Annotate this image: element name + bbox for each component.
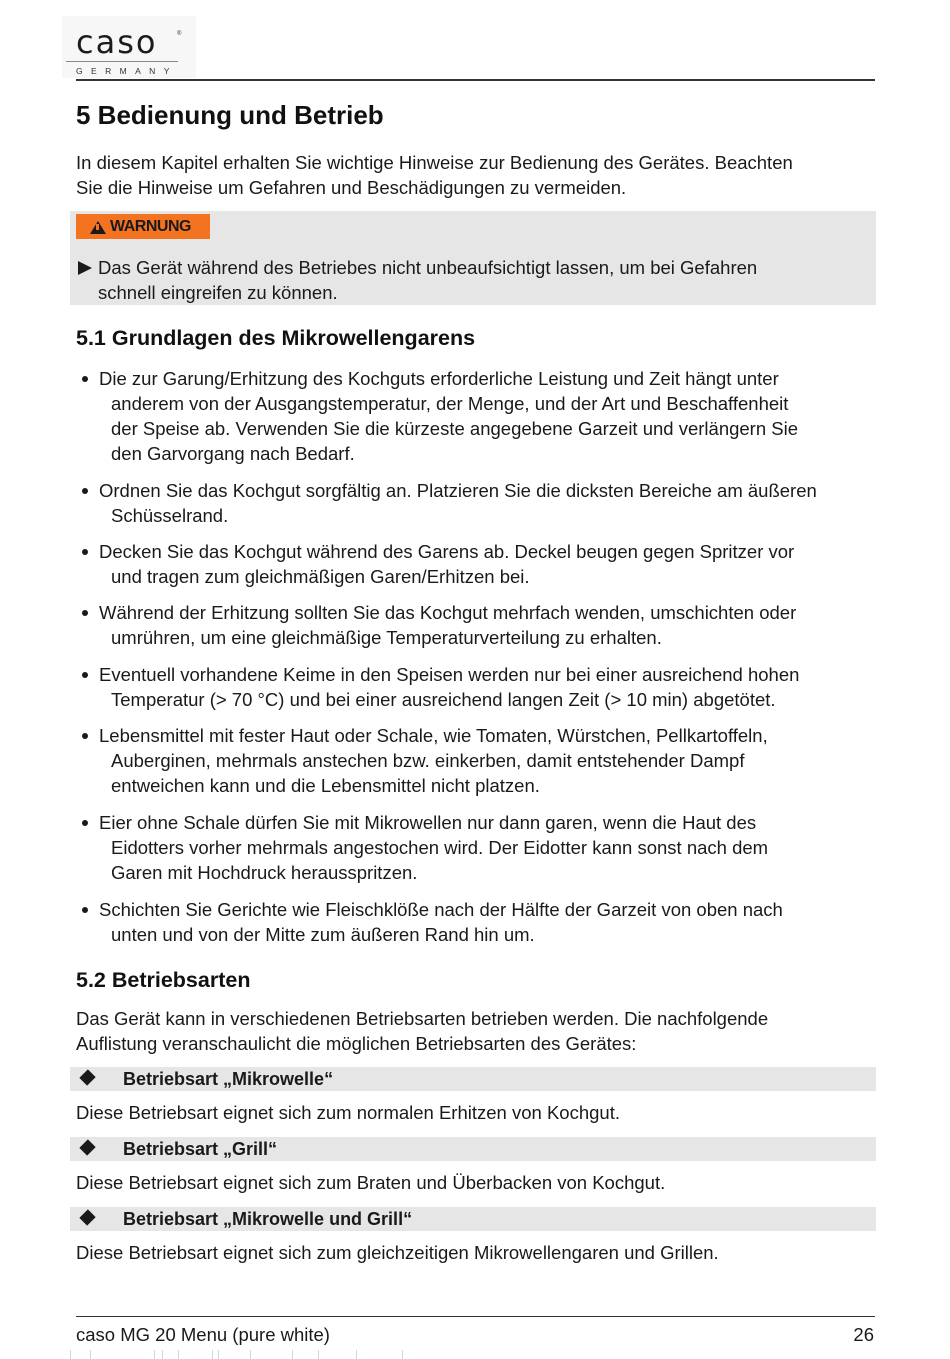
mode-description: Diese Betriebsart eignet sich zum gleichzeitigen Mikrowellengaren und Grillen. (76, 1242, 719, 1263)
list-item-line: unten und von der Mitte zum äußeren Rand hin um. (111, 924, 535, 945)
scan-artifact (70, 1350, 410, 1359)
chapter-intro-line-2: Sie die Hinweise um Gefahren und Beschädigungen zu vermeiden. (76, 177, 627, 198)
warning-text-line-1: Das Gerät während des Betriebes nicht unbeaufsichtigt lassen, um bei Gefahren (98, 257, 758, 278)
caso-logo (62, 16, 196, 78)
list-item-line: Garen mit Hochdruck herausspritzen. (111, 862, 418, 883)
bullet-icon (82, 820, 88, 826)
list-item-line: entweichen kann und die Lebensmittel nicht platzen. (111, 775, 540, 796)
list-item-line: Eventuell vorhandene Keime in den Speisen werden nur bei einer ausreichend hohen (99, 664, 800, 685)
list-item-line: und tragen zum gleichmäßigen Garen/Erhitzen bei. (111, 566, 530, 587)
warning-exclamation-mark (96, 224, 99, 230)
list-item-line: Ordnen Sie das Kochgut sorgfältig an. Platzieren Sie die dicksten Bereiche am äußeren (99, 480, 817, 501)
warning-text-line-2: schnell eingreifen zu können. (98, 282, 338, 303)
section-5-2-intro-line-1: Das Gerät kann in verschiedenen Betriebsarten betrieben werden. Die nachfolgende (76, 1008, 769, 1029)
bullet-icon (82, 549, 88, 555)
mode-heading-grill (70, 1137, 876, 1161)
chapter-title: 5 Bedienung und Betrieb (76, 100, 384, 130)
list-item-line: Temperatur (> 70 °C) und bei einer ausreichend langen Zeit (> 10 min) abgetötet. (111, 689, 776, 710)
section-5-2-title: 5.2 Betriebsarten (76, 968, 251, 992)
footer-document-title: caso MG 20 Menu (pure white) (76, 1324, 330, 1345)
mode-label: Betriebsart „Mikrowelle und Grill“ (123, 1209, 413, 1229)
bullet-icon (82, 610, 88, 616)
mode-label: Betriebsart „Mikrowelle“ (123, 1069, 334, 1089)
mode-heading-mikrowelle (70, 1067, 876, 1091)
section-5-2-intro-line-2: Auflistung veranschaulicht die möglichen Betriebsarten des Gerätes: (76, 1033, 637, 1054)
list-item-line: umrühren, um eine gleichmäßige Temperaturverteilung zu erhalten. (111, 627, 662, 648)
list-item-line: Eier ohne Schale dürfen Sie mit Mikrowellen nur dann garen, wenn die Haut des (99, 812, 757, 833)
mode-heading-mikrowelle-und-grill (70, 1207, 876, 1231)
logo-wordmark: caso (76, 23, 158, 61)
logo-subtitle: GERMANY (76, 66, 178, 76)
logo-underline (66, 61, 178, 62)
bullet-icon (82, 907, 88, 913)
chapter-intro-line-1: In diesem Kapitel erhalten Sie wichtige Hinweise zur Bedienung des Gerätes. Beachten (76, 152, 793, 173)
list-item-line: anderem von der Ausgangstemperatur, der Menge, und der Art und Beschaffenheit (111, 393, 789, 414)
bullet-icon (82, 672, 88, 678)
list-item-line: Decken Sie das Kochgut während des Garens ab. Deckel beugen gegen Spritzer vor (99, 541, 795, 562)
list-item-line: Die zur Garung/Erhitzung des Kochguts erforderliche Leistung und Zeit hängt unter (99, 368, 779, 389)
list-item-line: Schüsselrand. (111, 505, 229, 526)
header-divider (76, 79, 875, 81)
list-item-line: Auberginen, mehrmals anstechen bzw. einkerben, damit entstehender Dampf (111, 750, 745, 771)
bullet-icon (82, 376, 88, 382)
bullet-icon (82, 488, 88, 494)
warning-box (70, 211, 876, 305)
bullet-icon (82, 733, 88, 739)
diamond-bullet-icon (79, 1139, 95, 1155)
list-item-line: Während der Erhitzung sollten Sie das Kochgut mehrfach wenden, umschichten oder (99, 602, 797, 623)
page-number: 26 (853, 1324, 874, 1345)
list-item-line: Lebensmittel mit fester Haut oder Schale, wie Tomaten, Würstchen, Pellkartoffeln, (99, 725, 768, 746)
arrow-right-icon (78, 261, 92, 275)
diamond-bullet-icon (79, 1069, 95, 1085)
warning-label: WARNUNG (110, 218, 191, 235)
mode-description: Diese Betriebsart eignet sich zum normalen Erhitzen von Kochgut. (76, 1102, 620, 1123)
mode-description: Diese Betriebsart eignet sich zum Braten und Überbacken von Kochgut. (76, 1172, 666, 1193)
registered-mark: ® (177, 31, 182, 37)
list-item-line: Eidotters vorher mehrmals angestochen wird. Der Eidotter kann sonst nach dem (111, 837, 769, 858)
list-item-line: Schichten Sie Gerichte wie Fleischklöße nach der Hälfte der Garzeit von oben nach (99, 899, 783, 920)
footer-divider (76, 1316, 875, 1317)
section-5-1-title: 5.1 Grundlagen des Mikrowellengarens (76, 326, 476, 350)
diamond-bullet-icon (79, 1209, 95, 1225)
warning-badge (76, 214, 210, 239)
list-item-line: der Speise ab. Verwenden Sie die kürzeste angegebene Garzeit und verlängern Sie (111, 418, 799, 439)
mode-label: Betriebsart „Grill“ (123, 1139, 278, 1159)
list-item-line: den Garvorgang nach Bedarf. (111, 443, 355, 464)
